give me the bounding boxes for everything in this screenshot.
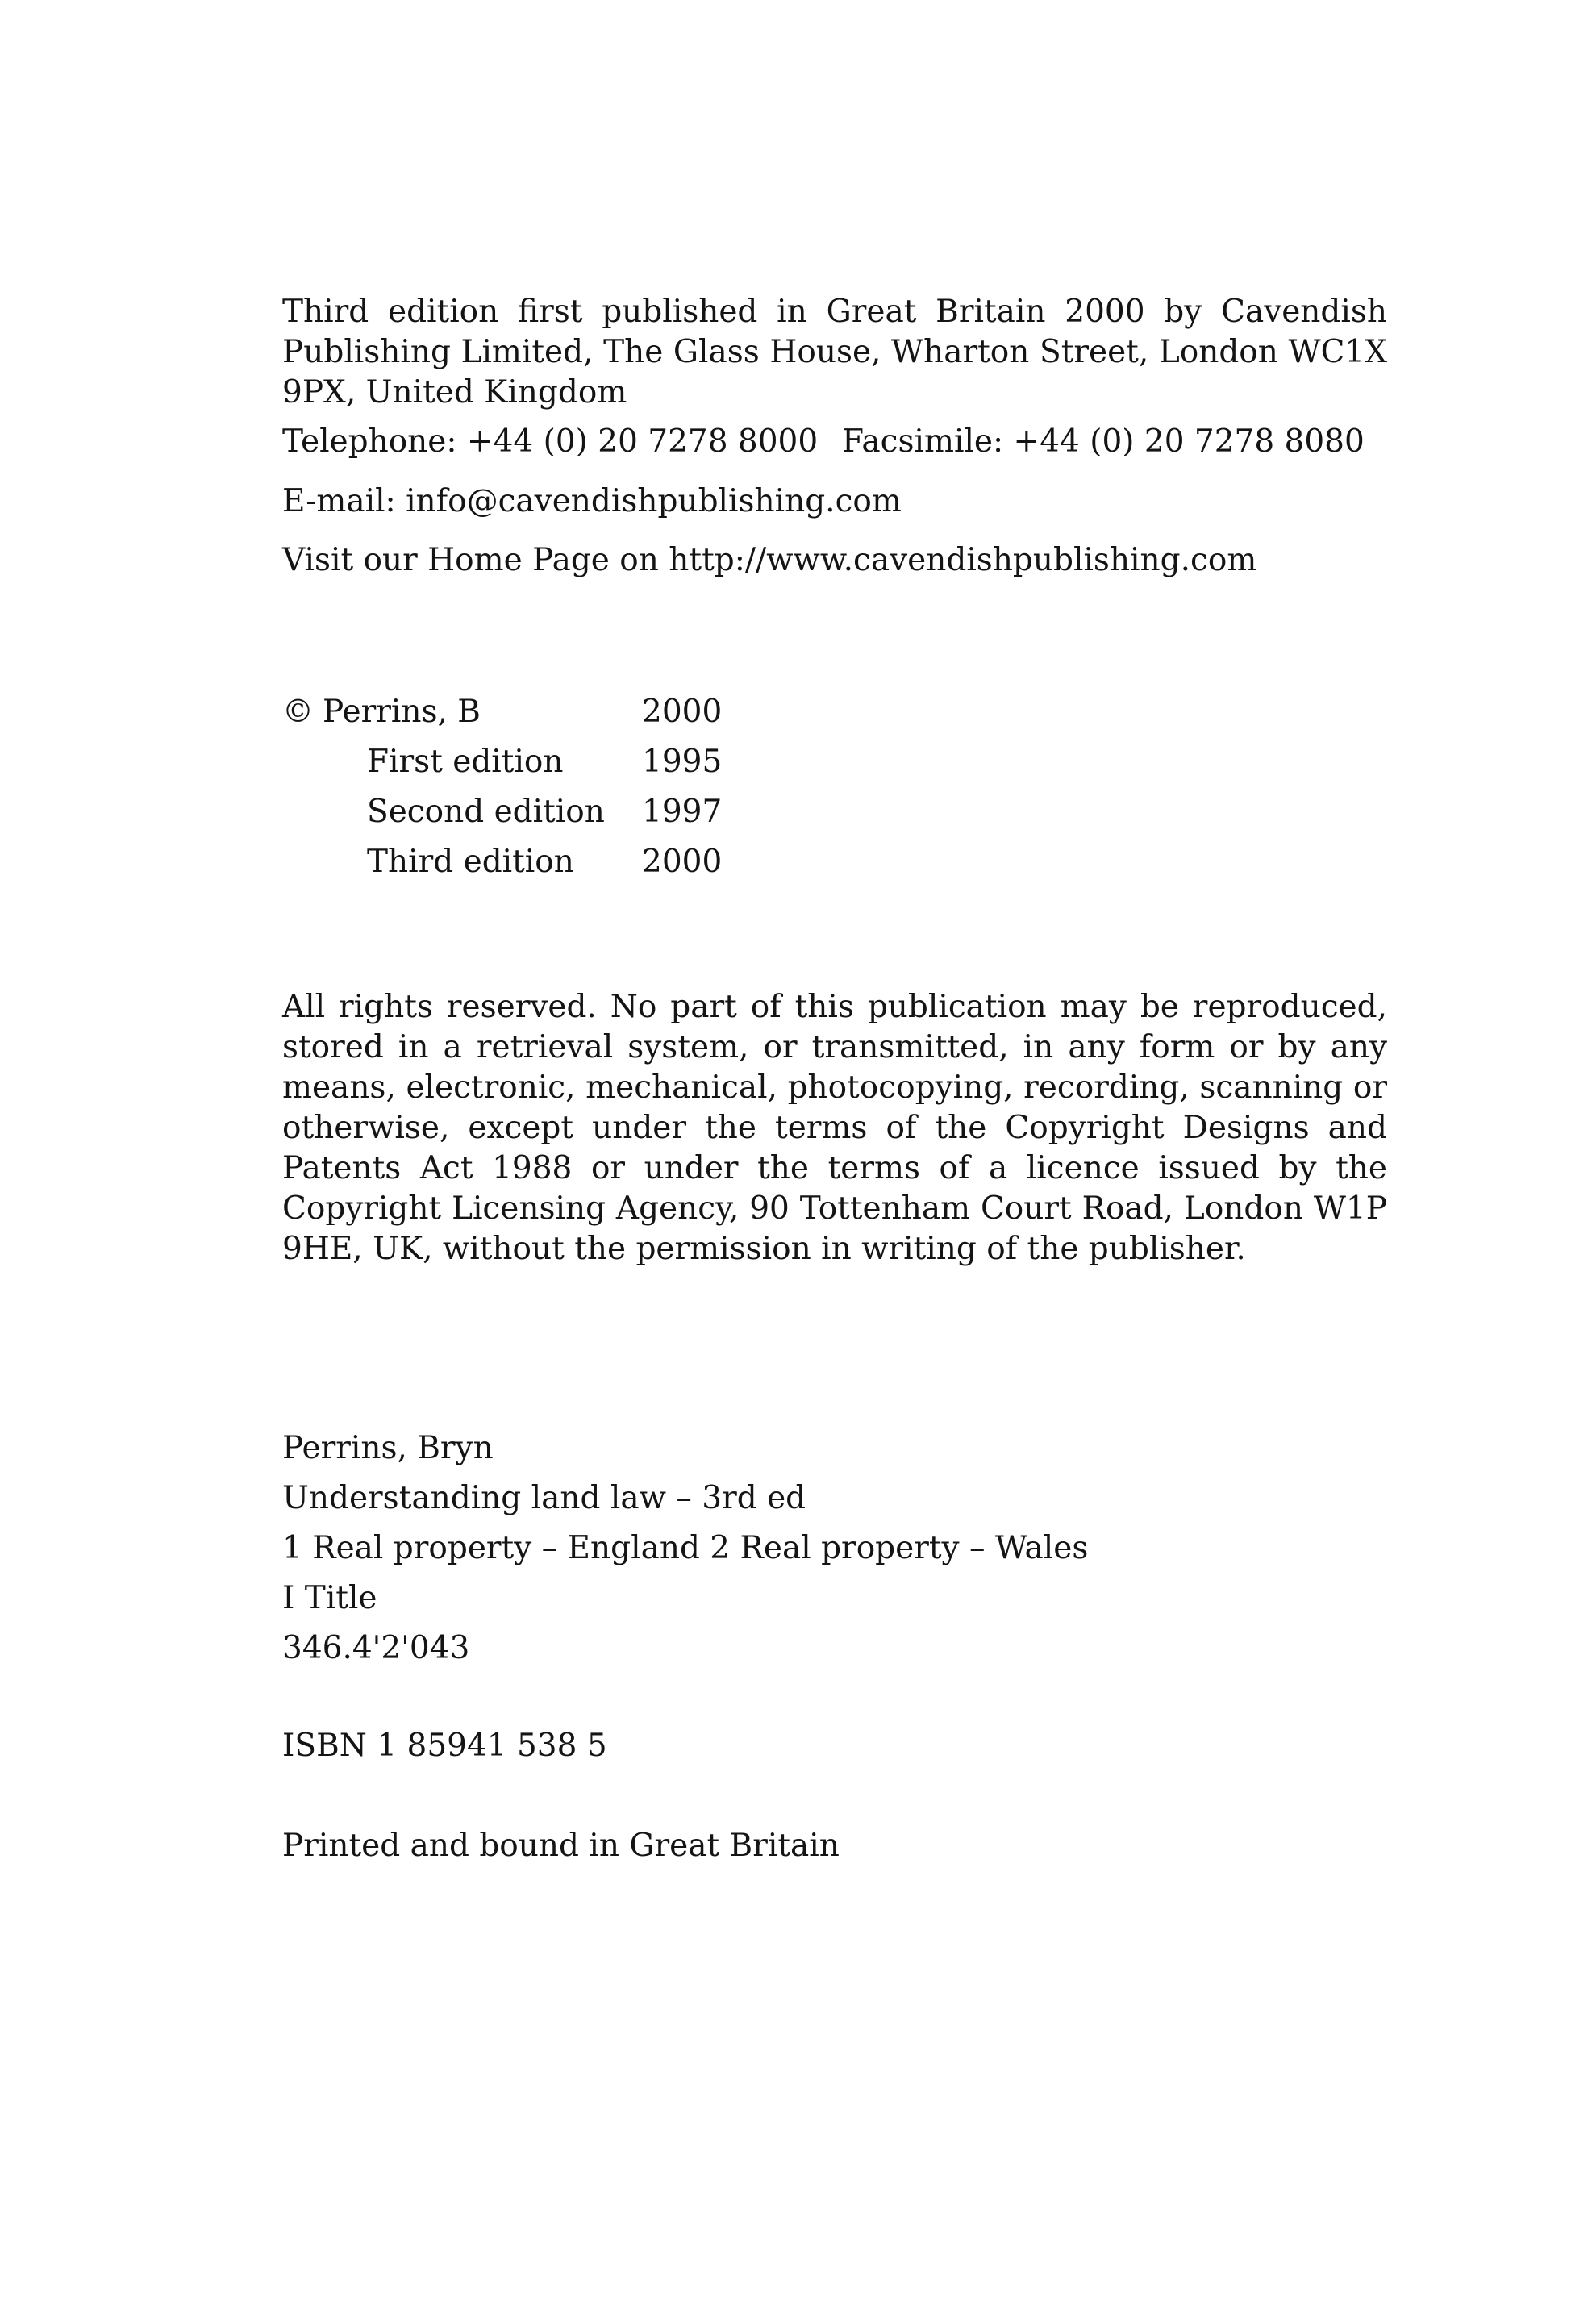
edition-year: 2000 bbox=[642, 844, 723, 880]
edition-label: Second edition bbox=[367, 794, 605, 830]
publisher-info bbox=[282, 292, 1387, 413]
catalog-author: Perrins, Bryn bbox=[282, 1430, 494, 1466]
edition-row bbox=[282, 742, 1387, 792]
edition-row bbox=[282, 792, 1387, 842]
catalog-index: I Title bbox=[282, 1580, 377, 1616]
copyright-holder-row bbox=[282, 692, 1387, 742]
catalog-title: Understanding land law – 3rd ed bbox=[282, 1480, 806, 1516]
homepage-address bbox=[282, 540, 1387, 581]
homepage-text: Visit our Home Page on http://www.cavendishpublishing.com bbox=[282, 542, 1257, 578]
edition-year: 1995 bbox=[642, 744, 723, 780]
printed-statement bbox=[282, 1826, 1387, 1866]
isbn bbox=[282, 1726, 1387, 1766]
publication-statement: Third edition first published in Great Britain 2000 by Cavendish Publishing Limited, The Glass House, Wharton Street, London WC1X 9PX, United Kingdom bbox=[282, 294, 1387, 411]
email-text: E-mail: info@cavendishpublishing.com bbox=[282, 483, 902, 519]
cataloguing-data bbox=[282, 1428, 1387, 1678]
copyright-icon: © bbox=[282, 694, 314, 730]
rights-statement bbox=[282, 987, 1387, 1269]
edition-label: First edition bbox=[367, 744, 564, 780]
copyright-holder: Perrins, B bbox=[323, 694, 481, 730]
catalog-subjects: 1 Real property – England 2 Real property – Wales bbox=[282, 1530, 1089, 1566]
edition-row bbox=[282, 842, 1387, 892]
copyright-editions bbox=[282, 692, 1387, 892]
edition-year: 1997 bbox=[642, 794, 723, 830]
copyright-year: 2000 bbox=[642, 694, 723, 730]
facsimile-number: Facsimile: +44 (0) 20 7278 8080 bbox=[842, 423, 1365, 460]
telephone-number: Telephone: +44 (0) 20 7278 8000 bbox=[282, 423, 819, 460]
rights-text: All rights reserved. No part of this publication may be reproduced, stored in a retrieval system, or transmitted, in any form or by any means, electronic, mechanical, photocopying, recording, scanning or otherwise, except under the terms of the Copyright Designs and Patents Act 1988 or under the terms of a licence issued by the Copyright Licensing Agency, 90 Tottenham Court Road, London W1P 9HE, UK, without the permission in writing of the publisher. bbox=[282, 989, 1387, 1267]
email-address bbox=[282, 481, 1387, 522]
isbn-text: ISBN 1 85941 538 5 bbox=[282, 1728, 607, 1764]
printed-text: Printed and bound in Great Britain bbox=[282, 1828, 840, 1864]
edition-label: Third edition bbox=[367, 844, 574, 880]
catalog-classification: 346.4'2'043 bbox=[282, 1630, 470, 1666]
